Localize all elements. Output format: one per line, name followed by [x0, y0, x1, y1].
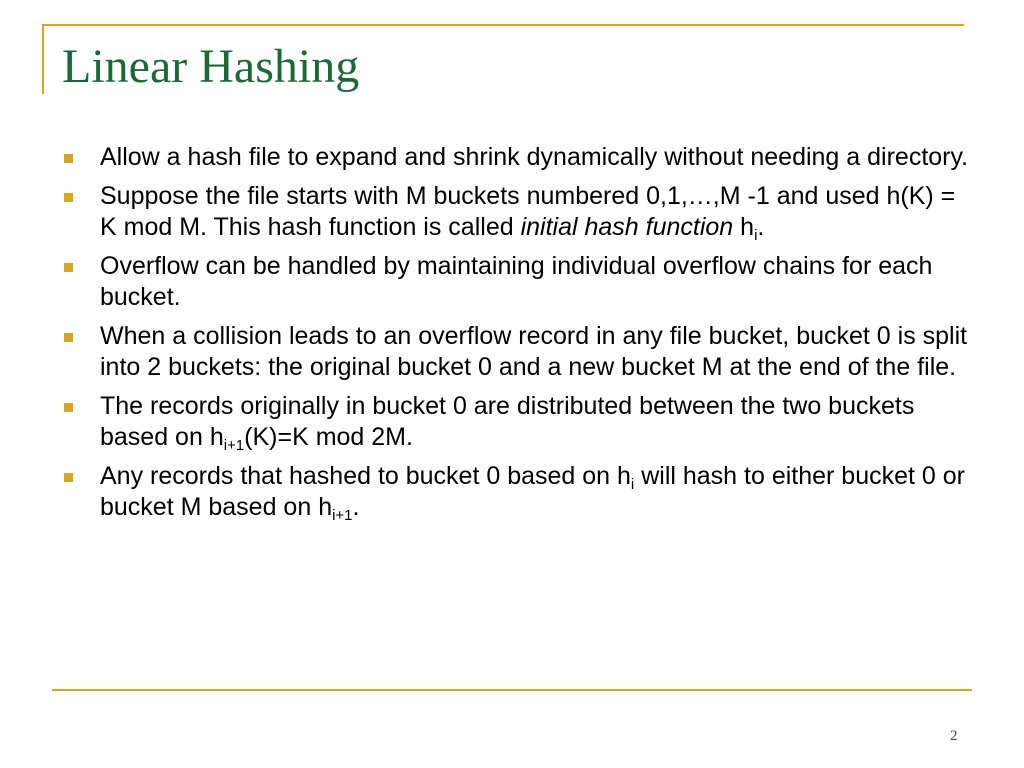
bullet-text: Any records that hashed to bucket 0 based on h	[100, 462, 631, 490]
page-number: 2	[950, 728, 958, 744]
square-bullet-icon	[64, 193, 73, 202]
bullet-text: Overflow can be handled by maintaining individual overflow chains for each bucket.	[100, 252, 933, 311]
bullet-text: The records originally in bucket 0 are distributed between the two buckets based on h	[100, 392, 915, 451]
bullet-text: When a collision leads to an overflow record in any file bucket, bucket 0 is split into 2 buckets: the original bucket 0 and a new bucket M at the end of the file.	[100, 322, 968, 381]
square-bullet-icon	[64, 263, 73, 272]
bullet-list	[62, 142, 972, 531]
square-bullet-icon	[64, 333, 73, 342]
bullet-item	[62, 321, 972, 383]
bullet-text: Suppose the file starts with M buckets numbered 0,1,…,M -1 and used h(K) = K mod M. This hash function is called	[100, 182, 956, 241]
bullet-text: Allow a hash file to expand and shrink dynamically without needing a directory.	[100, 143, 969, 171]
subscript-text: i+1	[223, 437, 245, 454]
bullet-text: .	[757, 213, 765, 241]
title-frame-top-rule	[42, 24, 964, 26]
slide-title: Linear Hashing	[62, 40, 360, 93]
square-bullet-icon	[64, 403, 73, 412]
emphasis-text: initial hash function	[520, 213, 734, 241]
square-bullet-icon	[64, 473, 73, 482]
subscript-text: i+1	[332, 507, 353, 524]
bullet-item	[62, 391, 972, 453]
bullet-item	[62, 251, 972, 313]
bullet-item	[62, 142, 972, 173]
bullet-text: (K)=K mod 2M.	[244, 423, 413, 451]
subscript-text: i	[630, 476, 635, 493]
subscript-text: i	[754, 227, 758, 244]
square-bullet-icon	[64, 154, 73, 163]
footer-rule	[52, 689, 972, 691]
bullet-text: h	[733, 213, 755, 241]
bullet-text: will hash to either bucket 0 or bucket M based on h	[100, 462, 965, 521]
title-frame-left-rule	[42, 24, 44, 94]
bullet-text: .	[352, 493, 360, 521]
bullet-item	[62, 461, 972, 523]
bullet-item	[62, 181, 972, 243]
